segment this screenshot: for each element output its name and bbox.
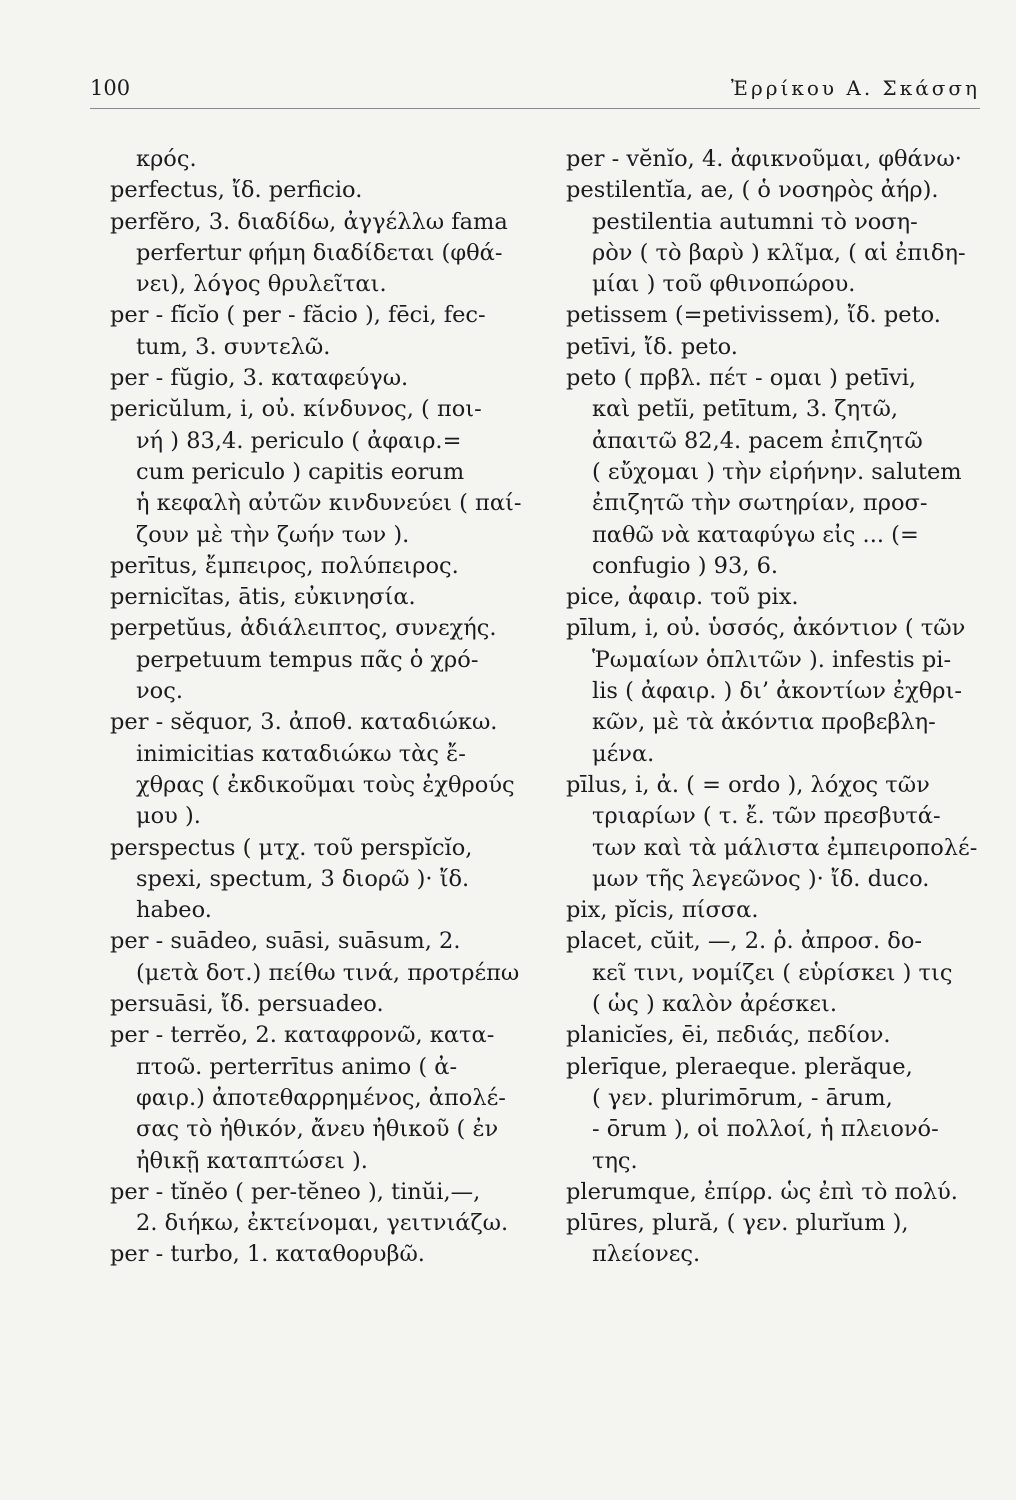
entry-headword-line: per - sĕquor, 3. ἀποθ. καταδιώκω. <box>110 709 498 736</box>
entry-continuation-line: perfertur φήμη διαδίδεται (φθά- <box>136 239 503 266</box>
entry-continuation-line: της. <box>592 1147 638 1174</box>
entry-headword-line: pix, pĭcis, πίσσα. <box>566 897 759 924</box>
entry-continuation-line: Ῥωμαίων ὁπλιτῶν ). infestis pi- <box>592 646 952 673</box>
entry-headword-line: pīlus, i, ἀ. ( = ordo ), λόχος τῶν <box>566 771 930 798</box>
entry-continuation-line: μένα. <box>592 740 655 767</box>
entry-continuation-line: perpetuum tempus πᾶς ὁ χρό- <box>136 646 479 673</box>
entry-headword-line: per - fŭgio, 3. καταφεύγω. <box>110 365 409 392</box>
entry-continuation-line: πτοῶ. perterrītus animo ( ἀ- <box>136 1053 458 1080</box>
entry-continuation-line: spexi, spectum, 3 διορῶ )· ἴδ. <box>136 865 470 892</box>
entry-continuation-line: - ōrum ), οἱ πολλοί, ἡ πλειονό- <box>592 1116 939 1143</box>
entry-headword-line: perspectus ( μτχ. τοῦ perspĭcĭo, <box>110 834 473 861</box>
entry-headword-line: perfĕro, 3. διαδίδω, ἀγγέλλω fama <box>110 208 508 235</box>
entry-headword-line: pericŭlum, i, οὐ. κίνδυνος, ( ποι- <box>110 396 482 423</box>
entry-continuation-line: lis ( ἀφαιρ. ) δι’ ἀκοντίων ἐχθρι- <box>592 678 962 705</box>
entry-continuation-line: ( εὔχομαι ) τὴν εἰρήνην. salutem <box>592 458 962 485</box>
entry-headword-line: per - suādeo, suāsi, suāsum, 2. <box>110 928 461 955</box>
entry-headword-line: per - tĭnĕo ( per-tĕneo ), tinŭi,—, <box>110 1178 481 1205</box>
entry-continuation-line: μου ). <box>136 803 201 830</box>
entry-headword-line: pestilentĭa, ae, ( ὁ νοσηρὸς ἀήρ). <box>566 177 939 204</box>
entry-continuation-line: φαιρ.) ἀποτεθαρρημένος, ἀπολέ- <box>136 1084 506 1111</box>
entry-continuation-line: ρὸν ( τὸ βαρὺ ) κλῖμα, ( αἱ ἐπιδη- <box>592 239 966 266</box>
entry-continuation-line: νος. <box>136 678 183 705</box>
entry-continuation-line: κρός. <box>136 146 197 172</box>
entry-headword-line: per - fĭcĭo ( per - făcio ), fēci, fec- <box>110 302 486 329</box>
entry-continuation-line: tum, 3. συντελῶ. <box>136 333 331 360</box>
entry-continuation-line: μων τῆς λεγεῶνος )· ἴδ. duco. <box>592 865 930 892</box>
entry-continuation-line: habeo. <box>136 897 212 924</box>
entry-headword-line: petissem (=petivissem), ἴδ. peto. <box>566 302 941 329</box>
entry-continuation-line: μίαι ) τοῦ φθινοπώρου. <box>592 271 856 298</box>
entry-headword-line: plūres, plură, ( γεν. plurĭum ), <box>566 1210 909 1237</box>
entry-continuation-line: καὶ petĭi, petītum, 3. ζητῶ, <box>592 396 899 423</box>
entry-continuation-line: confugio ) 93, 6. <box>592 552 779 579</box>
entry-continuation-line: χθρας ( ἐκδικοῦμαι τοὺς ἐχθρούς <box>136 771 515 798</box>
entry-headword-line: planicĭes, ēi, πεδιάς, πεδίον. <box>566 1022 891 1049</box>
entry-continuation-line: ( ὡς ) καλὸν ἀρέσκει. <box>592 991 837 1018</box>
entry-headword-line: plerumque, ἐπίρρ. ὡς ἐπὶ τὸ πολύ. <box>566 1178 958 1205</box>
entry-continuation-line: 2. διήκω, ἐκτείνομαι, γειτνιάζω. <box>136 1210 509 1237</box>
entry-headword-line: per - vĕnĭo, 4. ἀφικνοῦμαι, φθάνω· <box>566 146 962 172</box>
entry-continuation-line: των καὶ τὰ μάλιστα ἐμπειροπολέ- <box>592 834 978 861</box>
entry-headword-line: peto ( πρβλ. πέτ - ομαι ) petīvi, <box>566 365 917 392</box>
entry-continuation-line: ἐπιζητῶ τὴν σωτηρίαν, προσ- <box>592 490 928 517</box>
entry-continuation-line: inimicitias καταδιώκω τὰς ἔ- <box>136 740 466 767</box>
entry-continuation-line: τριαρίων ( τ. ἔ. τῶν πρεσβυτά- <box>592 803 941 830</box>
entry-continuation-line: πλείονες. <box>592 1241 701 1268</box>
page-header <box>90 68 980 109</box>
entry-headword-line: perfectus, ἴδ. perficio. <box>110 177 363 204</box>
entry-continuation-line: ζουν μὲ τὴν ζωήν των ). <box>136 521 410 548</box>
entry-continuation-line: cum periculo ) capitis eorum <box>136 458 465 485</box>
entry-continuation-line: ( γεν. plurimōrum, - ārum, <box>592 1084 893 1111</box>
entry-headword-line: petīvi, ἴδ. peto. <box>566 333 738 360</box>
entry-headword-line: pice, ἀφαιρ. τοῦ pix. <box>566 584 799 611</box>
entry-headword-line: pīlum, i, οὐ. ὑσσός, ἀκόντιον ( τῶν <box>566 615 966 642</box>
entry-headword-line: persuāsi, ἴδ. persuadeo. <box>110 991 384 1018</box>
entry-headword-line: perpetŭus, ἀδιάλειπτος, συνεχής. <box>110 615 497 642</box>
entry-headword-line: per - terrĕo, 2. καταφρονῶ, κατα- <box>110 1022 495 1049</box>
entry-headword-line: perītus, ἔμπειρος, πολύπειρος. <box>110 552 459 579</box>
entry-continuation-line: ἡ κεφαλὴ αὐτῶν κινδυνεύει ( παί- <box>136 490 522 517</box>
running-head: Ἐρρίκου Α. Σκάσση <box>730 76 980 100</box>
page-number: 100 <box>90 76 131 100</box>
entry-continuation-line: σας τὸ ἠθικόν, ἄνευ ἠθικοῦ ( ἐν <box>136 1116 499 1143</box>
entry-continuation-line: (μετὰ δοτ.) πείθω τινά, προτρέπω <box>136 959 520 986</box>
entry-continuation-line: κεῖ τινι, νομίζει ( εὑρίσκει ) τις <box>592 959 953 986</box>
entry-headword-line: plerīque, pleraeque. plerăque, <box>566 1053 913 1080</box>
entry-continuation-line: παθῶ νὰ καταφύγω εἰς ... (= <box>592 521 919 548</box>
entry-headword-line: per - turbo, 1. καταθορυβῶ. <box>110 1241 425 1268</box>
entry-continuation-line: νει), λόγος θρυλεῖται. <box>136 271 387 298</box>
entry-continuation-line: ἠθικῇ καταπτώσει ). <box>136 1147 368 1174</box>
entry-continuation-line: κῶν, μὲ τὰ ἀκόντια προβεβλη- <box>592 709 936 736</box>
entry-headword-line: pernicĭtas, ātis, εὐκινησία. <box>110 584 416 611</box>
left-column <box>110 144 530 1271</box>
entry-headword-line: placet, cŭit, —, 2. ῥ. ἀπροσ. δο- <box>566 928 922 955</box>
entry-continuation-line: ἀπαιτῶ 82,4. pacem ἐπιζητῶ <box>592 427 923 454</box>
entry-continuation-line: νή ) 83,4. periculo ( ἀφαιρ.= <box>136 427 462 454</box>
entry-continuation-line: pestilentia autumni τὸ νοση- <box>592 208 918 235</box>
right-column <box>566 144 986 1271</box>
